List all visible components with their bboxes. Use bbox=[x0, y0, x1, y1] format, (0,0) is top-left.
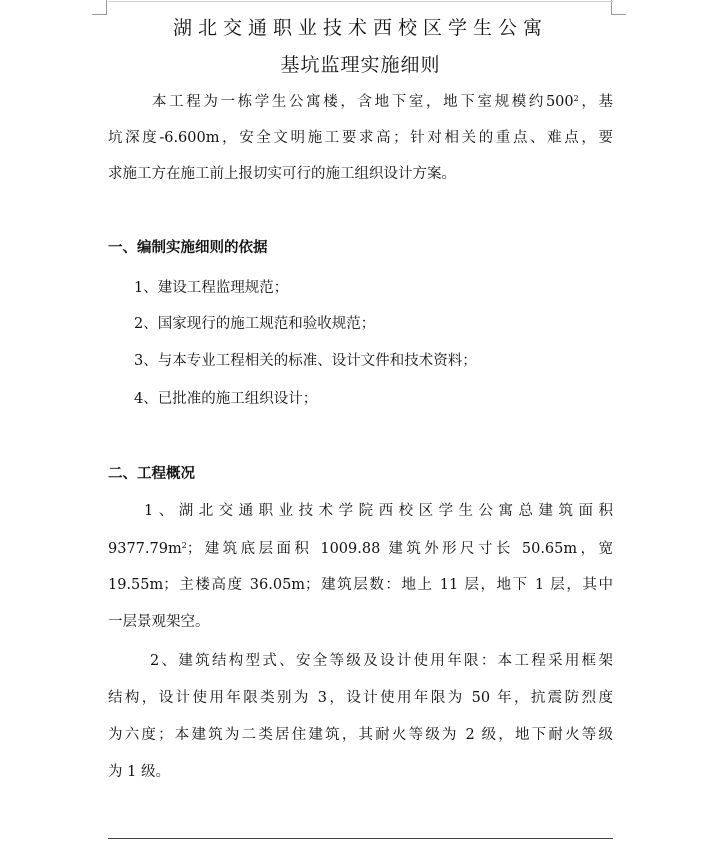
section-2-heading: 二、工程概况 bbox=[108, 465, 195, 482]
intro-line-2: 坑深度-6.600m，安全文明施工要求高；针对相关的重点、难点，要 bbox=[108, 130, 613, 146]
section-1-heading: 一、编制实施细则的依据 bbox=[108, 239, 268, 256]
document-title: 湖北交通职业技术西校区学生公寓 bbox=[172, 17, 548, 39]
section-1-item: 3、与本专业工程相关的标准、设计文件和技术资料； bbox=[134, 353, 477, 369]
section-1-item: 1、建设工程监理规范； bbox=[134, 280, 289, 296]
page-corner-mark-right bbox=[611, 0, 626, 15]
intro-line-3: 求施工方在施工前上报切实可行的施工组织设计方案。 bbox=[108, 166, 456, 182]
section-2-para-2-line-3: 为六度；本建筑为二类居住建筑，其耐火等级为 2 级，地下耐火等级 bbox=[108, 727, 613, 743]
section-1-item: 4、已批准的施工组织设计； bbox=[134, 391, 318, 407]
page-corner-mark-left bbox=[92, 0, 107, 15]
section-2-para-1-line-2: $9377.79m^2$；建筑底层面积 1009.88 建筑外形尺寸长 50.65m，宽 bbox=[108, 541, 613, 557]
section-2-para-2-line-1: 2、建筑结构型式、安全等级及设计使用年限：本工程采用框架 bbox=[150, 653, 613, 669]
section-2-para-2-line-2: 结构，设计使用年限类别为 3，设计使用年限为 50 年，抗震防烈度 bbox=[108, 690, 613, 706]
document-subtitle: 基坑监理实施细则 bbox=[280, 54, 441, 76]
section-2-para-1-line-4: 一层景观架空。 bbox=[108, 614, 210, 630]
page-top-rule bbox=[108, 1, 613, 2]
section-2-para-1-line-1: 1、湖北交通职业技术学院西校区学生公寓总建筑面积 bbox=[144, 503, 613, 519]
intro-line-1: 本工程为一栋学生公寓楼，含地下室，地下室规模约$500^2$，基 bbox=[152, 94, 613, 110]
section-2-para-1-line-3: 19.55m；主楼高度 36.05m；建筑层数：地上 11 层，地下 1 层，其中 bbox=[108, 577, 613, 593]
section-1-item: 2、国家现行的施工规范和验收规范； bbox=[134, 316, 376, 332]
page-bottom-rule bbox=[108, 838, 613, 839]
section-2-para-2-line-4: 为 1 级。 bbox=[108, 764, 170, 780]
